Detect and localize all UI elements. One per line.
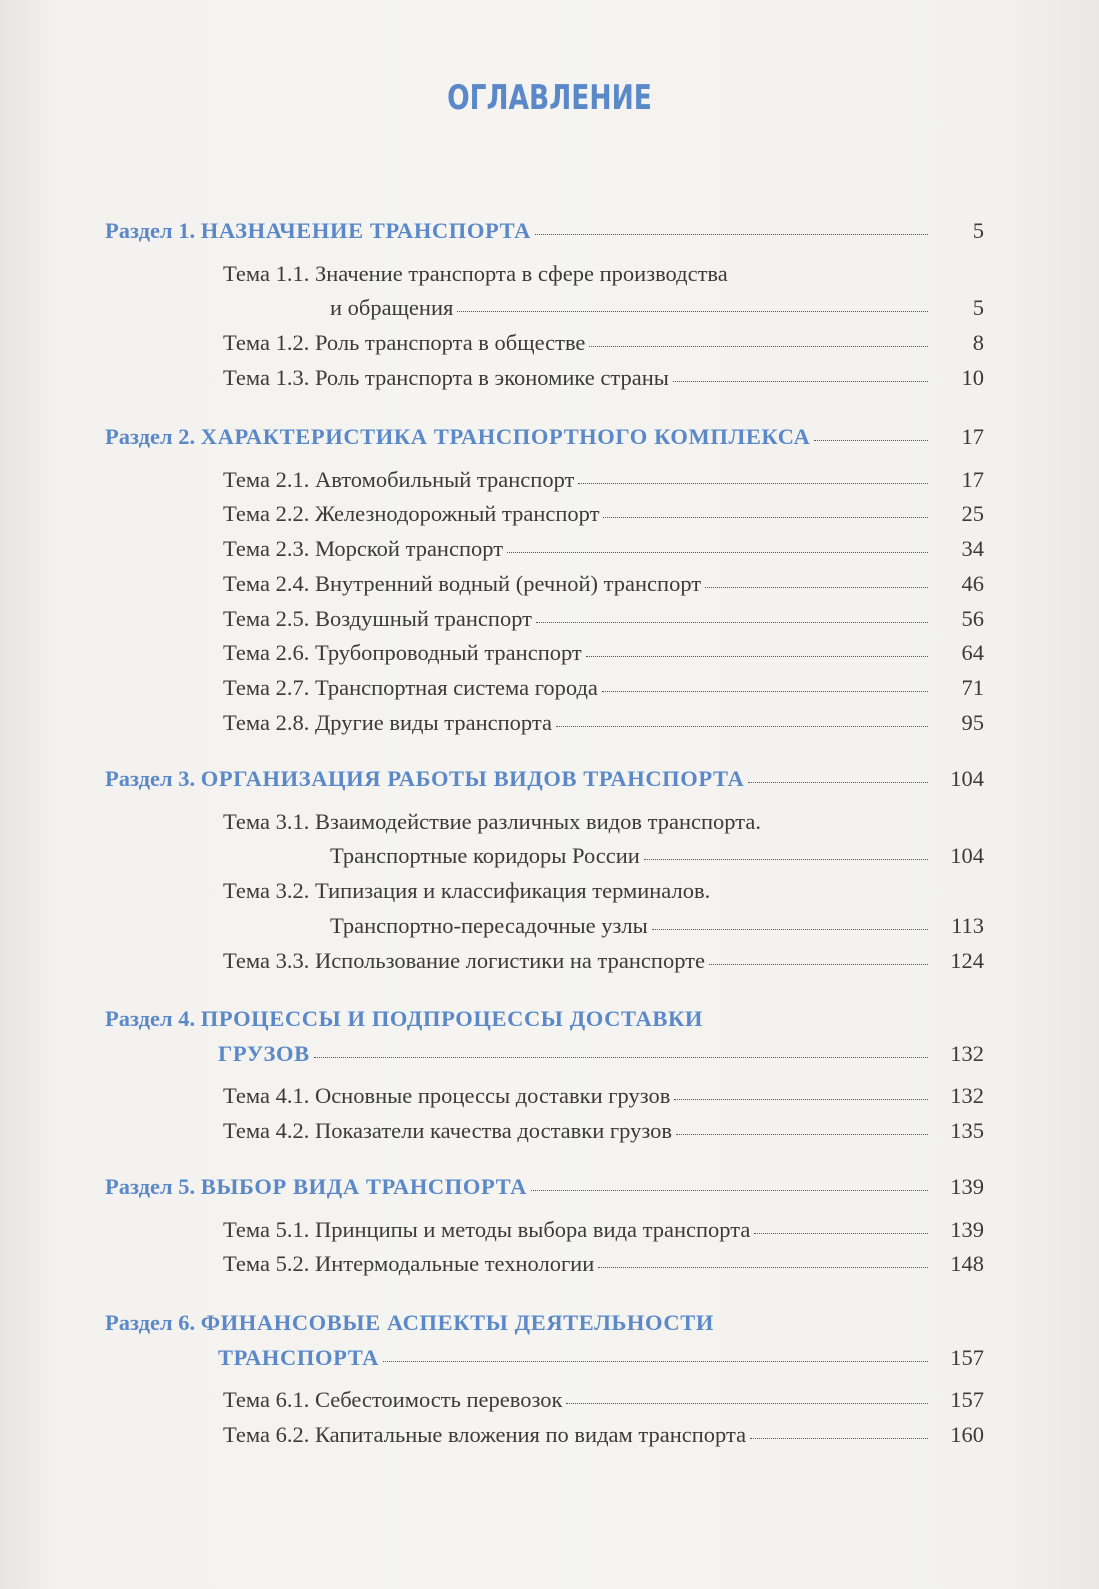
entry-text	[105, 424, 810, 450]
entry-text	[223, 948, 705, 974]
topic-entry-line[interactable]	[223, 536, 984, 562]
page-number: 157	[950, 1387, 984, 1413]
page-number: 71	[961, 674, 984, 700]
topic-text: Тема 3.1. Взаимодействие различных видов транспорта.	[223, 808, 761, 834]
section-label: Раздел 2.	[105, 424, 196, 449]
dot-leader	[709, 964, 928, 965]
page-number: 8	[972, 330, 984, 356]
dot-leader	[603, 517, 928, 518]
page-number: 46	[961, 570, 984, 596]
dot-leader	[676, 1134, 928, 1135]
dot-leader	[314, 1057, 928, 1058]
page-number: 10	[961, 364, 984, 390]
topic-text: и обращения	[330, 295, 454, 321]
page-number: 160	[950, 1422, 984, 1448]
page-number: 64	[961, 640, 984, 666]
topic-entry-line[interactable]	[223, 1118, 984, 1144]
section-label: Раздел 3.	[105, 766, 196, 791]
dot-leader	[531, 1190, 928, 1191]
page-number: 113	[951, 912, 984, 938]
topic-entry-line[interactable]	[223, 501, 984, 527]
dot-leader	[566, 1403, 928, 1404]
dot-leader	[535, 234, 928, 235]
topic-entry-line[interactable]	[223, 330, 984, 356]
entry-text	[223, 1083, 670, 1109]
section-label: Раздел 1.	[105, 218, 196, 243]
section-title: ФИНАНСОВЫЕ АСПЕКТЫ ДЕЯТЕЛЬНОСТИ	[200, 1310, 714, 1335]
entry-text	[223, 501, 599, 527]
dot-leader	[748, 782, 928, 783]
page-number: 17	[961, 466, 984, 492]
entry-text	[223, 1387, 562, 1413]
section-entry-line[interactable]	[105, 424, 984, 450]
dot-leader	[602, 691, 928, 692]
entry-text	[218, 1041, 310, 1067]
section-entry-line[interactable]	[218, 1345, 984, 1371]
dot-leader	[586, 656, 928, 657]
topic-entry-line[interactable]	[223, 710, 984, 736]
page-number: 95	[961, 709, 984, 735]
dot-leader	[507, 552, 928, 553]
entry-text	[105, 1174, 527, 1200]
page-number: 148	[950, 1251, 984, 1277]
topic-text: Тема 5.2. Интермодальные технологии	[223, 1251, 595, 1277]
dot-leader	[556, 726, 928, 727]
page-number: 157	[950, 1344, 984, 1370]
entry-text	[330, 295, 453, 321]
topic-text: Тема 2.5. Воздушный транспорт	[223, 605, 532, 631]
dot-leader	[750, 1438, 928, 1439]
topic-text: Тема 2.4. Внутренний водный (речной) транспорт	[223, 570, 702, 596]
section-title: ТРАНСПОРТА	[218, 1344, 380, 1370]
section-title: ОРГАНИЗАЦИЯ РАБОТЫ ВИДОВ ТРАНСПОРТА	[200, 766, 745, 791]
dot-leader	[652, 929, 928, 930]
topic-text: Тема 5.1. Принципы и методы выбора вида транспорта	[223, 1216, 751, 1242]
entry-text	[223, 1422, 746, 1448]
topic-text: Тема 6.2. Капитальные вложения по видам транспорта	[223, 1422, 747, 1448]
page-number: 124	[950, 947, 984, 973]
section-title: ГРУЗОВ	[218, 1040, 310, 1066]
page-number: 104	[950, 843, 984, 869]
section-label: Раздел 6.	[105, 1310, 196, 1335]
entry-text	[105, 218, 531, 244]
entry-text	[223, 365, 669, 391]
page-number: 56	[961, 605, 984, 631]
topic-text: Тема 1.1. Значение транспорта в сфере производства	[223, 260, 728, 286]
topic-entry-line[interactable]	[223, 365, 984, 391]
entry-text	[223, 536, 503, 562]
topic-text: Тема 3.3. Использование логистики на транспорте	[223, 947, 705, 973]
entry-text	[218, 1345, 379, 1371]
dot-leader	[814, 440, 928, 441]
topic-text: Тема 1.2. Роль транспорта в обществе	[223, 330, 586, 356]
entry-text	[223, 1251, 594, 1277]
dot-leader	[674, 1099, 928, 1100]
topic-text: Тема 2.7. Транспортная система города	[223, 674, 598, 700]
section-entry-line[interactable]	[105, 1174, 984, 1200]
entry-text	[223, 710, 552, 736]
section-label: Раздел 5.	[105, 1174, 196, 1199]
entry-text	[330, 843, 640, 869]
topic-text: Тема 6.1. Себестоимость перевозок	[223, 1387, 563, 1413]
topic-entry-line[interactable]	[223, 467, 984, 493]
topic-text: Тема 1.3. Роль транспорта в экономике страны	[223, 364, 669, 390]
page-number: 139	[950, 1174, 984, 1199]
page-title: ОГЛАВЛЕНИЕ	[447, 78, 652, 118]
topic-entry-line[interactable]	[223, 675, 984, 701]
section-title: ПРОЦЕССЫ И ПОДПРОЦЕССЫ ДОСТАВКИ	[200, 1006, 703, 1031]
topic-text: Тема 2.1. Автомобильный транспорт	[223, 466, 575, 492]
entry-text	[223, 467, 574, 493]
topic-entry-line[interactable]	[330, 295, 984, 321]
topic-text: Транспортные коридоры России	[330, 843, 640, 869]
topic-text: Тема 4.2. Показатели качества доставки грузов	[223, 1118, 672, 1144]
topic-text: Тема 4.1. Основные процессы доставки грузов	[223, 1083, 671, 1109]
dot-leader	[536, 622, 928, 623]
entry-text	[223, 675, 598, 701]
topic-text: Тема 2.6. Трубопроводный транспорт	[223, 640, 582, 666]
topic-entry-line[interactable]	[223, 1251, 984, 1277]
page-number: 25	[961, 501, 984, 527]
section-entry-line[interactable]	[105, 766, 984, 792]
page-number: 135	[950, 1118, 984, 1144]
topic-text: Тема 2.8. Другие виды транспорта	[223, 709, 552, 735]
entry-text	[223, 1118, 672, 1144]
topic-entry-line[interactable]	[223, 1217, 984, 1243]
topic-text: Тема 2.3. Морской транспорт	[223, 536, 504, 562]
entry-text	[105, 766, 744, 792]
section-title-line	[105, 1006, 703, 1032]
topic-text: Тема 3.2. Типизация и классификация терминалов.	[223, 878, 711, 904]
page-number: 5	[972, 295, 984, 321]
topic-text-line	[223, 809, 761, 835]
dot-leader	[644, 859, 928, 860]
topic-entry-line[interactable]	[223, 1083, 984, 1109]
entry-text	[223, 330, 585, 356]
section-entry-line[interactable]	[218, 1041, 984, 1067]
page-number: 132	[950, 1040, 984, 1066]
topic-entry-line[interactable]	[330, 843, 984, 869]
entry-text	[223, 571, 701, 597]
page-number: 139	[950, 1216, 984, 1242]
entry-text	[223, 1217, 750, 1243]
page-number: 17	[961, 424, 984, 449]
topic-text: Транспортно-пересадочные узлы	[330, 912, 648, 938]
dot-leader	[754, 1233, 928, 1234]
dot-leader	[673, 381, 928, 382]
topic-entry-line[interactable]	[223, 1422, 984, 1448]
page-number: 5	[972, 218, 984, 243]
entry-text	[330, 913, 648, 939]
entry-text	[223, 640, 582, 666]
page-number: 104	[950, 766, 984, 791]
topic-text: Тема 2.2. Железнодорожный транспорт	[223, 501, 600, 527]
dot-leader	[457, 311, 928, 312]
topic-entry-line[interactable]	[223, 948, 984, 974]
page-number: 34	[961, 536, 984, 562]
dot-leader	[705, 587, 928, 588]
entry-text	[223, 606, 532, 632]
dot-leader	[598, 1267, 928, 1268]
section-label: Раздел 4.	[105, 1006, 196, 1031]
page-number: 132	[950, 1083, 984, 1109]
section-title: ВЫБОР ВИДА ТРАНСПОРТА	[200, 1174, 527, 1199]
dot-leader	[578, 483, 928, 484]
section-title: ХАРАКТЕРИСТИКА ТРАНСПОРТНОГО КОМПЛЕКСА	[200, 424, 811, 449]
topic-text-line	[223, 261, 728, 287]
section-title: НАЗНАЧЕНИЕ ТРАНСПОРТА	[200, 218, 531, 243]
section-title-line	[105, 1310, 714, 1336]
topic-entry-line[interactable]	[223, 571, 984, 597]
dot-leader	[589, 346, 928, 347]
topic-entry-line[interactable]	[223, 1387, 984, 1413]
topic-text-line	[223, 878, 710, 904]
topic-entry-line[interactable]	[330, 913, 984, 939]
dot-leader	[383, 1361, 928, 1362]
topic-entry-line[interactable]	[223, 606, 984, 632]
section-entry-line[interactable]	[105, 218, 984, 244]
topic-entry-line[interactable]	[223, 640, 984, 666]
